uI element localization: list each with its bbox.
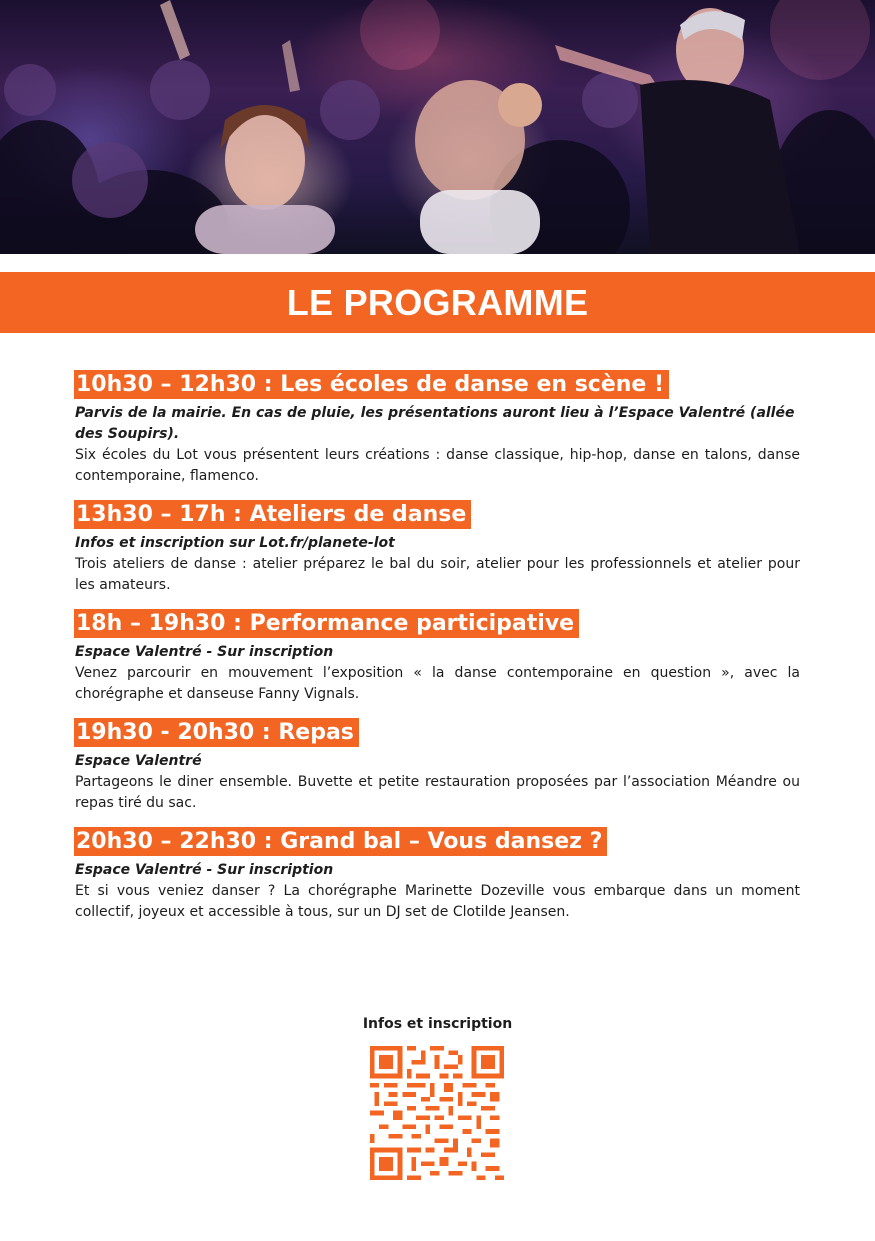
event-location: Infos et inscription sur Lot.fr/planete-lot [75, 535, 395, 551]
event-location: Espace Valentré - Sur inscription [75, 644, 334, 660]
qr-code-icon[interactable] [370, 1046, 504, 1180]
event-title: 20h30 – 22h30 : Grand bal – Vous dansez ? [74, 827, 607, 856]
dance-crowd-photo [0, 0, 875, 254]
event-description: Partageons le diner ensemble. Buvette et petite restauration proposées par l’association Méandre ou repas tiré du sac. [75, 774, 800, 811]
event-description: Trois ateliers de danse : atelier préparez le bal du soir, atelier pour les professionnels et atelier pour les amateurs. [75, 556, 800, 593]
infos-inscription-label: Infos et inscription [362, 1016, 513, 1032]
programme-list [75, 370, 800, 936]
event-workshops [75, 500, 800, 596]
event-meal [75, 718, 800, 814]
event-location: Espace Valentré - Sur inscription [75, 862, 334, 878]
event-location: Parvis de la mairie. En cas de pluie, les présentations auront lieu à l’Espace Valentré (allée des Soupirs). [75, 405, 795, 442]
event-description: Venez parcourir en mouvement l’exposition « la danse contemporaine en question », avec la chorégraphe et danseuse Fanny Vignals. [75, 665, 800, 702]
event-schools [75, 370, 800, 487]
programme-banner: LE PROGRAMME [0, 272, 875, 333]
event-description: Six écoles du Lot vous présentent leurs créations : danse classique, hip-hop, danse en talons, danse contemporaine, flamenco. [75, 447, 800, 484]
event-title: 13h30 – 17h : Ateliers de danse [74, 500, 471, 529]
hero-photo [0, 0, 875, 254]
event-location: Espace Valentré [75, 753, 202, 769]
event-title: 19h30 - 20h30 : Repas [74, 718, 359, 747]
event-title: 18h – 19h30 : Performance participative [74, 609, 579, 638]
event-description: Et si vous veniez danser ? La chorégraphe Marinette Dozeville vous embarque dans un moment collectif, joyeux et accessible à tous, sur un DJ set de Clotilde Jeansen. [75, 883, 800, 920]
event-performance [75, 609, 800, 705]
event-title: 10h30 – 12h30 : Les écoles de danse en scène ! [74, 370, 669, 399]
event-grand-ball [75, 827, 800, 923]
